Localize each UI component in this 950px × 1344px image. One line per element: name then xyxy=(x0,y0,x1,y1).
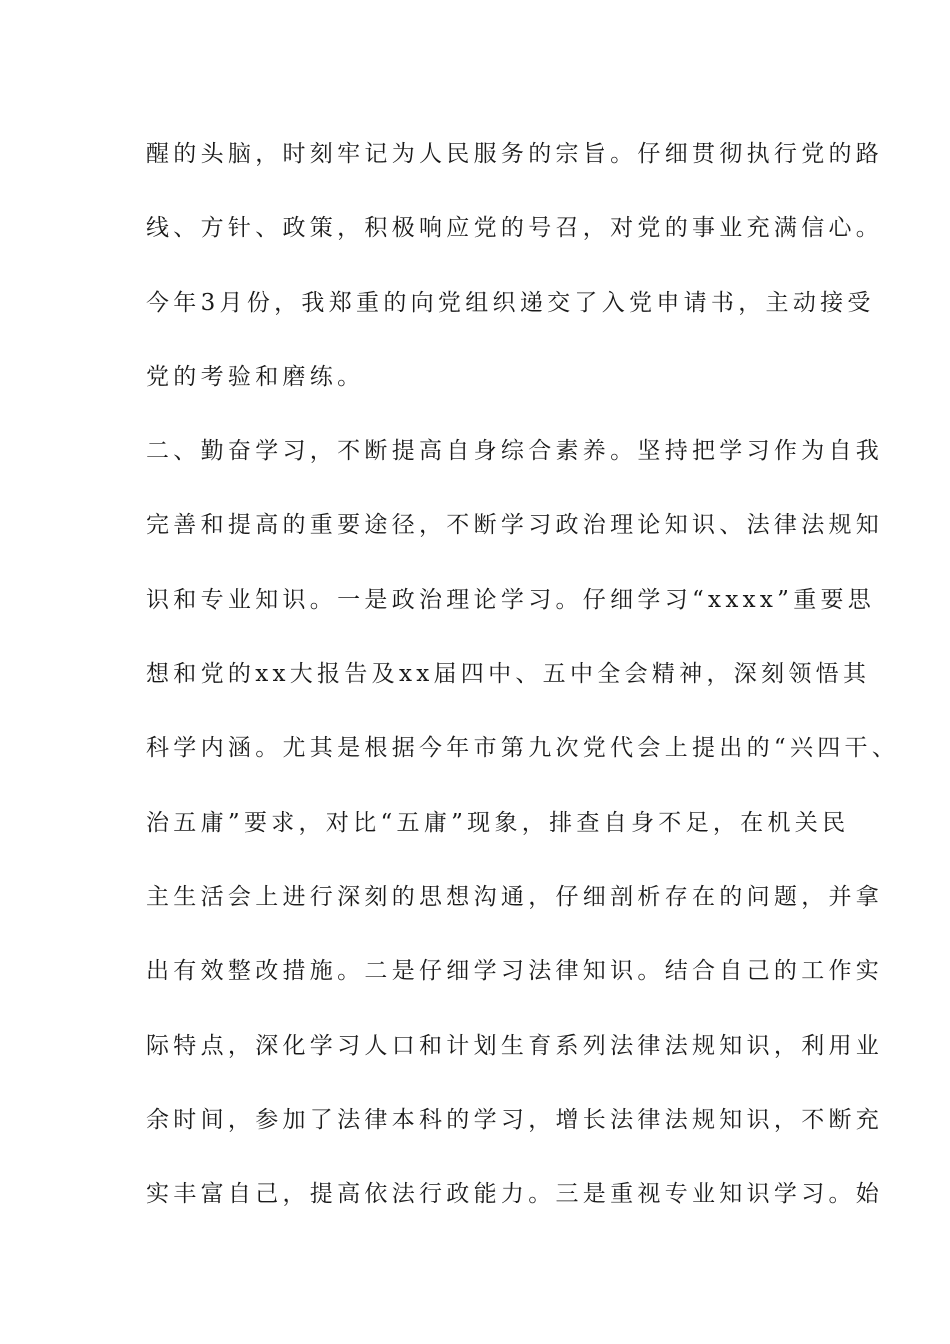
text-line: 实丰富自己，提高依法行政能力。三是重视专业知识学习。始 xyxy=(146,1181,884,1208)
body-text xyxy=(146,132,900,1246)
text-line: 际特点，深化学习人口和计划生育系列法律法规知识，利用业 xyxy=(146,1032,884,1059)
text-line: 二、勤奋学习，不断提高自身综合素养。坚持把学习作为自我 xyxy=(146,438,884,465)
text-line: 想和党的xx大报告及xx届四中、五中全会精神，深刻领悟其 xyxy=(146,661,871,688)
text-line: 完善和提高的重要途径，不断学习政治理论知识、法律法规知 xyxy=(146,512,884,539)
text-line: 余时间，参加了法律本科的学习，增长法律法规知识，不断充 xyxy=(146,1106,884,1133)
text-line: 出有效整改措施。二是仔细学习法律知识。结合自己的工作实 xyxy=(146,958,884,985)
text-line: 今年3月份，我郑重的向党组织递交了入党申请书，主动接受 xyxy=(146,289,875,316)
text-line: 科学内涵。尤其是根据今年市第九次党代会上提出的“兴四干、 xyxy=(146,735,900,762)
text-line: 主生活会上进行深刻的思想沟通，仔细剖析存在的问题，并拿 xyxy=(146,883,884,910)
text-line: 线、方针、政策，积极响应党的号召，对党的事业充满信心。 xyxy=(146,215,884,242)
text-line: 醒的头脑，时刻牢记为人民服务的宗旨。仔细贯彻执行党的路 xyxy=(146,141,884,167)
text-line: 识和专业知识。一是政治理论学习。仔细学习“xxxx”重要思 xyxy=(146,586,876,613)
text-line: 党的考验和磨练。 xyxy=(146,363,365,390)
text-line: 治五庸”要求，对比“五庸”现象，排查自身不足，在机关民 xyxy=(146,809,850,836)
